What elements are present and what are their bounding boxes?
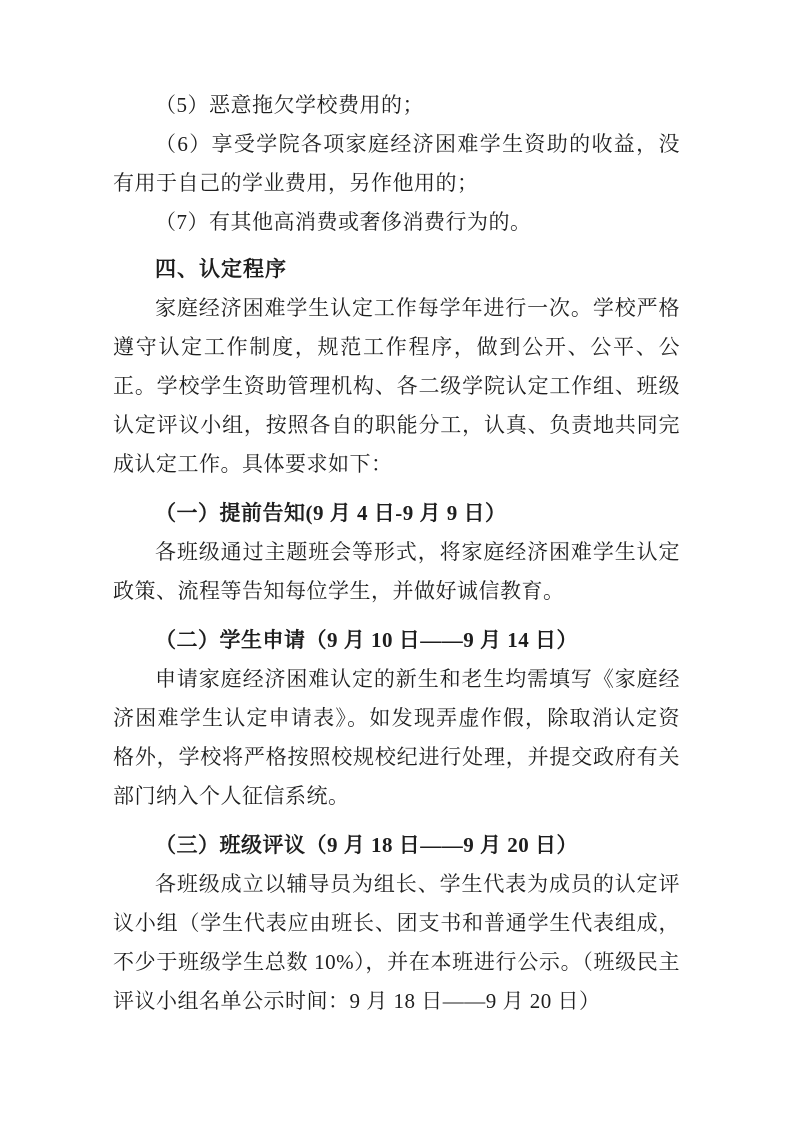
numbered-item-5: （5）恶意拖欠学校费用的； [155, 93, 424, 117]
body-paragraph-student-application: 申请家庭经济困难认定的新生和老生均需填写《家庭经济困难学生认定申请表》。如发现弄虚作假，除取消认定资格外，学校将严格按照校规校纪进行处理，并提交政府有关部门纳入个人征信系统。 [113, 667, 680, 808]
body-paragraph-class-review: 各班级成立以辅导员为组长、学生代表为成员的认定评议小组（学生代表应由班长、团支书和普通学生代表组成，不少于班级学生总数 10%），并在本班进行公示。（班级民主评议小组名单公示时间：9 月 18 日——9 月 20 日） [113, 872, 680, 1013]
section-heading-procedure: 四、认定程序 [155, 258, 287, 281]
numbered-item-7: （7）有其他高消费或奢侈消费行为的。 [155, 210, 532, 234]
numbered-item-6: （6）享受学院各项家庭经济困难学生资助的收益，没有用于自己的学业费用，另作他用的； [113, 132, 680, 195]
sub-heading-advance-notice: （一）提前告知(9 月 4 日-9 月 9 日） [155, 501, 507, 525]
sub-heading-class-review: （三）班级评议（9 月 18 日——9 月 20 日） [155, 833, 578, 857]
sub-heading-student-application: （二）学生申请（9 月 10 日——9 月 14 日） [155, 628, 578, 652]
body-paragraph-overview: 家庭经济困难学生认定工作每学年进行一次。学校严格遵守认定工作制度，规范工作程序，做到公开、公平、公正。学校学生资助管理机构、各二级学院认定工作组、班级认定评议小组，按照各自的职能分工，认真、负责地共同完成认定工作。具体要求如下： [113, 296, 680, 476]
body-paragraph-advance-notice: 各班级通过主题班会等形式，将家庭经济困难学生认定政策、流程等告知每位学生，并做好诚信教育。 [113, 540, 680, 603]
